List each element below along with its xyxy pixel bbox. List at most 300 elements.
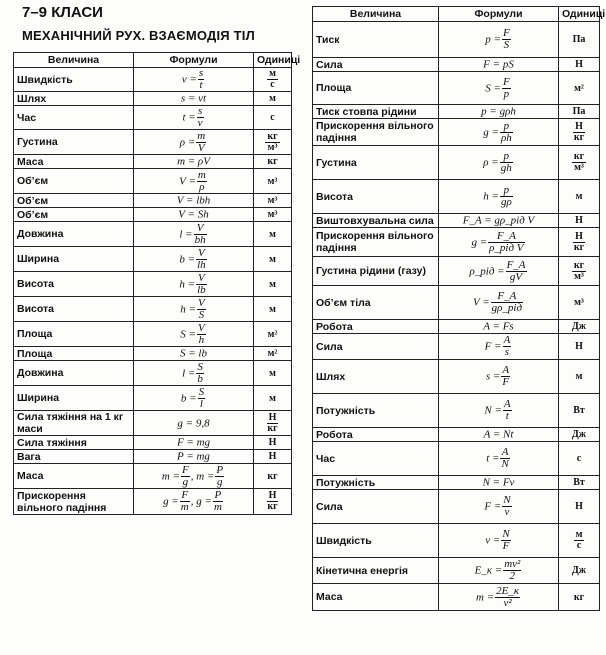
fraction: [488, 231, 524, 254]
denominator: m: [213, 501, 222, 513]
table-row: [313, 524, 600, 558]
numerator: V: [197, 246, 205, 259]
fraction: [194, 223, 207, 246]
formula: [134, 297, 254, 322]
quantity-name: Довжина: [14, 361, 134, 386]
formula: [134, 450, 254, 464]
denominator: F: [502, 540, 510, 552]
quantity-name: Об’єм: [14, 169, 134, 194]
unit: м: [254, 247, 292, 272]
table-row: [14, 322, 292, 347]
table-row: [14, 386, 292, 411]
unit: Па: [559, 105, 600, 119]
formula-lhs: V =: [179, 175, 196, 187]
quantity-name: Маса: [14, 464, 134, 489]
unit-fraction: [574, 530, 585, 551]
numerator: V: [197, 271, 205, 284]
formula-lhs: , m =: [190, 470, 215, 482]
formula-lhs: h =: [180, 303, 196, 315]
formula-lhs: F =: [484, 500, 502, 513]
numerator: V: [194, 223, 207, 235]
unit-numerator: кг: [573, 259, 585, 271]
formula-lhs: m =: [161, 470, 181, 482]
formula: [134, 322, 254, 347]
quantity-name: Висота: [14, 272, 134, 297]
table-row: [313, 584, 600, 611]
denominator: h: [198, 333, 205, 346]
formula: [134, 386, 254, 411]
unit: м: [254, 361, 292, 386]
formula-lhs: N =: [484, 404, 502, 417]
table-row: [14, 411, 292, 436]
table-row: [313, 214, 600, 228]
numerator: p: [500, 151, 513, 163]
unit: Па: [559, 22, 600, 58]
quantity-name: Густина: [313, 146, 439, 180]
unit-fraction: [267, 413, 279, 434]
denominator: S: [503, 39, 510, 51]
formula: [439, 119, 559, 146]
table-row: [14, 130, 292, 155]
numerator: N: [503, 494, 511, 506]
fraction: [198, 68, 204, 91]
unit: Вт: [559, 394, 600, 428]
unit: м³: [559, 286, 600, 320]
col-quantity: Величина: [313, 7, 439, 22]
table-row: [313, 320, 600, 334]
unit-numerator: м: [269, 68, 276, 79]
denominator: lb: [197, 283, 206, 296]
quantity-name: Кінетична енергія: [313, 558, 439, 584]
unit-numerator: Н: [268, 411, 277, 423]
fraction: [180, 490, 190, 513]
numerator: F: [502, 75, 510, 88]
formula-lhs: P = mg: [177, 450, 210, 463]
formula-lhs: m =: [476, 591, 495, 603]
table-row: [313, 146, 600, 180]
fraction: [500, 447, 509, 470]
formula-lhs: F = pS: [483, 58, 514, 71]
table-row: [14, 194, 292, 208]
denominator: bh: [194, 233, 206, 246]
unit-numerator: кг: [267, 130, 278, 142]
formula: [439, 257, 559, 286]
table-row: [14, 106, 292, 130]
formula: [134, 411, 254, 436]
unit-fraction: [572, 152, 586, 173]
denominator: V: [197, 141, 205, 154]
table-row: [14, 297, 292, 322]
quantity-name: Площа: [313, 72, 439, 105]
unit: Дж: [559, 428, 600, 442]
unit-numerator: Н: [268, 490, 277, 501]
numerator: mv²: [504, 558, 521, 570]
left-formula-table: [13, 52, 301, 515]
quantity-name: Сила тяжіння на 1 кг маси: [14, 411, 134, 436]
numerator: A: [502, 364, 510, 376]
unit: Дж: [559, 320, 600, 334]
right-formula-table: [312, 6, 606, 611]
denominator: N: [501, 458, 509, 470]
unit-numerator: Н: [575, 120, 583, 132]
numerator: m: [197, 168, 206, 181]
table-row: [313, 476, 600, 490]
formula-lhs: A = Nt: [483, 428, 514, 441]
numerator: s: [198, 67, 204, 79]
formula: [439, 105, 559, 119]
quantity-name: Шлях: [313, 360, 439, 394]
denominator: S: [198, 308, 205, 321]
formula-lhs: l =: [179, 228, 193, 240]
table-row: [313, 360, 600, 394]
unit: [254, 489, 292, 515]
denominator: ρ: [199, 180, 205, 193]
fraction: [197, 170, 207, 193]
formula-lhs: V = lbh: [176, 194, 211, 207]
formula-lhs: F =: [484, 340, 502, 353]
unit: [559, 119, 600, 146]
unit-fraction: [572, 261, 586, 282]
unit: м²: [559, 72, 600, 105]
unit: м: [254, 297, 292, 322]
fraction: [501, 365, 510, 388]
unit-denominator: кг: [573, 131, 585, 143]
unit-denominator: кг: [267, 501, 278, 512]
denominator: m: [180, 501, 189, 513]
quantity-name: Виштовхувальна сила: [313, 214, 439, 228]
fraction: [500, 151, 513, 174]
quantity-name: Час: [313, 442, 439, 476]
table-row: [313, 334, 600, 360]
denominator: gρ_рід: [491, 302, 523, 314]
formula: [439, 58, 559, 72]
formula: [134, 464, 254, 489]
unit: м²: [254, 347, 292, 361]
formula-lhs: s = vt: [180, 92, 207, 105]
fraction: [196, 131, 206, 154]
numerator: p: [500, 185, 513, 197]
denominator: l: [199, 397, 203, 410]
quantity-name: Густина рідини (газу): [313, 257, 439, 286]
unit: м³: [254, 194, 292, 208]
formula-lhs: h =: [483, 190, 499, 203]
table-row: [14, 347, 292, 361]
quantity-name: Довжина: [14, 222, 134, 247]
unit-denominator: м³: [574, 270, 584, 282]
quantity-name: Прискорення вільного падіння: [313, 228, 439, 257]
unit: Дж: [559, 558, 600, 584]
unit-fraction: [267, 491, 279, 512]
unit: кг: [254, 464, 292, 489]
quantity-name: Шлях: [14, 92, 134, 106]
quantity-name: Робота: [313, 320, 439, 334]
fraction: [503, 399, 512, 422]
fraction: [491, 291, 523, 314]
formula-lhs: V = Sh: [178, 208, 209, 221]
quantity-name: Сила тяжіння: [14, 436, 134, 450]
table-row: [313, 394, 600, 428]
table-row: [14, 155, 292, 169]
formula-lhs: A = Fs: [483, 320, 514, 333]
formula: [439, 180, 559, 214]
fraction: [196, 362, 204, 385]
unit: м: [254, 272, 292, 297]
numerator: F_A: [488, 231, 524, 243]
formula-lhs: g =: [471, 236, 488, 248]
fraction: [500, 185, 513, 208]
table-row: [14, 222, 292, 247]
numerator: p: [500, 121, 513, 133]
formula: [439, 428, 559, 442]
formula-lhs: v =: [485, 534, 501, 547]
formula: [439, 584, 559, 611]
table-row: [14, 68, 292, 92]
unit-denominator: м³: [267, 141, 278, 153]
unit: м²: [254, 322, 292, 347]
fraction: [196, 273, 207, 296]
denominator: g: [216, 475, 223, 488]
formula-lhs: N = Fv: [482, 476, 515, 489]
quantity-name: Швидкість: [14, 68, 134, 92]
fraction: [197, 106, 204, 129]
quantity-name: Об’єм: [14, 194, 134, 208]
unit: [254, 68, 292, 92]
table-row: [14, 92, 292, 106]
denominator: gV: [509, 270, 523, 283]
quantity-name: Швидкість: [313, 524, 439, 558]
unit: [559, 257, 600, 286]
unit: [559, 524, 600, 558]
col-unit: Одиниці: [559, 7, 600, 22]
col-formula: Формули: [439, 7, 559, 22]
table-row: [14, 489, 292, 515]
fraction: [503, 335, 512, 358]
denominator: v: [504, 506, 510, 518]
numerator: P: [214, 489, 222, 501]
quantity-name: Ширина: [14, 386, 134, 411]
formula-lhs: g = 9,8: [177, 417, 210, 430]
table-row: [313, 257, 600, 286]
formula: [439, 320, 559, 334]
formula: [134, 222, 254, 247]
table-row: [14, 247, 292, 272]
formula-lhs: t =: [182, 111, 196, 124]
unit: Н: [254, 436, 292, 450]
denominator: gρ: [500, 196, 512, 208]
denominator: g: [182, 475, 189, 488]
fraction: [181, 465, 190, 488]
unit-denominator: кг: [267, 422, 278, 434]
unit: Н: [559, 334, 600, 360]
formula: [439, 360, 559, 394]
fraction: [197, 323, 206, 346]
formula: [439, 22, 559, 58]
table-row: [14, 272, 292, 297]
formula: [439, 334, 559, 360]
unit-fraction: [573, 122, 585, 143]
unit-denominator: м³: [574, 162, 584, 173]
numerator: F: [182, 463, 189, 476]
unit: [559, 228, 600, 257]
fraction: [506, 260, 527, 283]
denominator: s: [504, 346, 510, 358]
numerator: V: [197, 321, 205, 334]
formula-lhs: S = lb: [180, 347, 207, 360]
formula: [439, 72, 559, 105]
unit: м: [559, 360, 600, 394]
numerator: S: [198, 385, 205, 398]
denominator: ρh: [500, 131, 512, 144]
formula-lhs: t =: [486, 452, 500, 465]
quantity-name: Потужність: [313, 394, 439, 428]
numerator: F: [502, 27, 510, 39]
grade-heading: 7–9 КЛАСИ: [22, 4, 103, 21]
fraction: [198, 387, 206, 410]
fraction: [502, 28, 511, 51]
fraction: [502, 77, 511, 100]
unit: с: [559, 442, 600, 476]
unit-fraction: [267, 69, 278, 90]
section-heading: МЕХАНІЧНИЙ РУХ. ВЗАЄМОДІЯ ТІЛ: [22, 28, 255, 43]
denominator: 2: [509, 570, 516, 582]
formula: [134, 68, 254, 92]
table-row: [14, 361, 292, 386]
formula-lhs: S =: [485, 82, 501, 94]
formula-lhs: p = gρh: [481, 105, 516, 118]
denominator: lh: [197, 258, 206, 271]
unit: [254, 130, 292, 155]
quantity-name: Прискорення вільного падіння: [14, 489, 134, 515]
unit: м: [559, 180, 600, 214]
unit: Вт: [559, 476, 600, 490]
numerator: A: [503, 334, 511, 346]
table-row: [14, 450, 292, 464]
table-row: [313, 442, 600, 476]
formula-lhs: b =: [179, 253, 196, 265]
denominator: t: [199, 79, 203, 91]
formula-lhs: m = ρV: [177, 155, 210, 168]
quantity-name: Висота: [14, 297, 134, 322]
formula-lhs: p =: [485, 33, 501, 46]
fraction: [500, 121, 513, 144]
table-row: [313, 228, 600, 257]
table-row: [14, 208, 292, 222]
table-row: [313, 119, 600, 146]
numerator: 2E_к: [496, 584, 519, 597]
quantity-name: Тиск стовпа рідини: [313, 105, 439, 119]
formula: [134, 169, 254, 194]
denominator: b: [197, 372, 203, 385]
fraction: [501, 529, 510, 552]
formula: [134, 489, 254, 515]
unit: кг: [559, 584, 600, 611]
unit-denominator: с: [576, 540, 582, 551]
formula-lhs: g =: [163, 495, 179, 508]
quantity-name: Ширина: [14, 247, 134, 272]
quantity-name: Маса: [313, 584, 439, 611]
formula-lhs: b =: [180, 392, 197, 404]
quantity-name: Робота: [313, 428, 439, 442]
unit: м³: [254, 208, 292, 222]
quantity-name: Потужність: [313, 476, 439, 490]
denominator: v²: [503, 596, 512, 609]
formula-lhs: ρ_рід =: [469, 265, 505, 277]
numerator: V: [197, 296, 205, 309]
denominator: p: [503, 87, 510, 100]
fraction: [495, 586, 520, 609]
numerator: A: [501, 446, 509, 458]
unit-numerator: м: [575, 529, 583, 540]
formula-lhs: V =: [472, 296, 490, 309]
quantity-name: Об’єм: [14, 208, 134, 222]
table-row: [313, 22, 600, 58]
table-row: [313, 72, 600, 105]
unit: м: [254, 222, 292, 247]
numerator: F_A: [491, 291, 523, 303]
table-row: [14, 169, 292, 194]
formula: [134, 436, 254, 450]
formula-lhs: ρ =: [483, 156, 499, 169]
formula-lhs: g =: [483, 126, 499, 138]
formula: [439, 442, 559, 476]
denominator: t: [505, 410, 509, 422]
unit-denominator: кг: [573, 241, 585, 253]
fraction: [197, 298, 206, 321]
table-row: [313, 180, 600, 214]
unit: м: [254, 92, 292, 106]
numerator: N: [502, 528, 510, 540]
unit: кг: [254, 155, 292, 169]
fraction: [215, 465, 224, 488]
quantity-name: Маса: [14, 155, 134, 169]
table-row: [313, 105, 600, 119]
numerator: P: [216, 463, 224, 476]
formula: [134, 194, 254, 208]
formula: [134, 92, 254, 106]
table-row: [313, 58, 600, 72]
col-unit: Одиниці: [254, 53, 292, 68]
formula: [439, 476, 559, 490]
formula: [134, 272, 254, 297]
formula: [134, 155, 254, 169]
fraction: [213, 490, 223, 513]
numerator: A: [503, 398, 511, 410]
formula: [134, 361, 254, 386]
unit-numerator: кг: [573, 151, 585, 162]
formula-lhs: v =: [181, 73, 197, 86]
quantity-name: Об’єм тіла: [313, 286, 439, 320]
col-quantity: Величина: [14, 53, 134, 68]
col-formula: Формули: [134, 53, 254, 68]
formula-lhs: S =: [180, 328, 196, 340]
denominator: v: [197, 117, 203, 129]
formula: [439, 394, 559, 428]
formula: [134, 347, 254, 361]
formula-lhs: l =: [182, 367, 196, 379]
formula-lhs: , g =: [190, 495, 212, 508]
unit-denominator: с: [270, 79, 275, 90]
denominator: ρ_рід V: [489, 241, 524, 254]
formula-lhs: h =: [179, 278, 196, 290]
table-row: [313, 286, 600, 320]
denominator: F: [502, 376, 510, 388]
fraction: [503, 559, 521, 582]
unit: [559, 146, 600, 180]
quantity-name: Час: [14, 106, 134, 130]
denominator: gh: [500, 162, 512, 174]
quantity-name: Сила: [313, 58, 439, 72]
formula: [439, 286, 559, 320]
